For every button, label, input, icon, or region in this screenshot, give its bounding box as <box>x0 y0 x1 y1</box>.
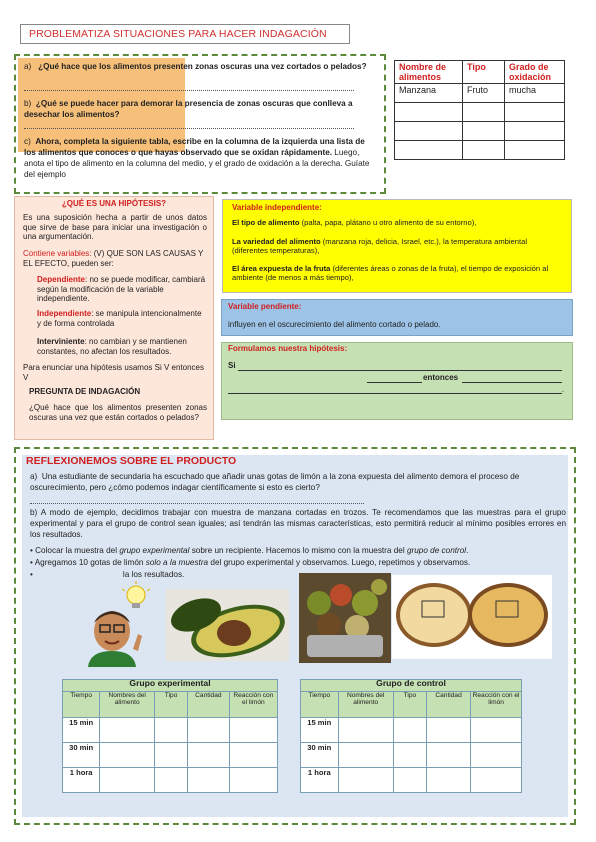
ctrl-cell[interactable] <box>471 718 522 743</box>
fruits-basket-photo <box>299 573 391 663</box>
question-c-rest: Luego, anota el tipo de alimento en la columna del medio, y el grado de oxidación a la derecha. Guíate del ejemplo <box>24 148 370 179</box>
ctrl-cell[interactable] <box>338 743 393 768</box>
exp-header: Tipo <box>155 692 188 718</box>
question-a-label: a) <box>24 62 32 71</box>
contiene-text: (V) QUE SON LAS CAUSAS Y EL EFECTO, pueden ser: <box>23 249 204 268</box>
lightbulb-icon <box>122 581 150 608</box>
ctrl-cell[interactable] <box>393 718 426 743</box>
dep-label: Dependiente <box>37 275 86 284</box>
formulate-heading: Formulamos nuestra hipótesis: <box>228 344 348 353</box>
oxid-header-name: Nombre de alimentos <box>395 61 463 84</box>
pregunta-text: ¿Qué hace que los alimentos presenten zonas oscuras una vez que están cortados o pelados? <box>29 403 207 422</box>
var-dep-text: influyen en el oscurecimiento del alimento cortado o pelado. <box>228 320 441 329</box>
bullet-2 <box>30 557 566 568</box>
var-independiente <box>37 309 207 328</box>
oxid-cell[interactable] <box>395 103 463 122</box>
hypothesis-line-2[interactable] <box>367 382 422 383</box>
oxid-header-grade: Grado de oxidación <box>505 61 565 84</box>
oxidation-table <box>394 60 565 160</box>
question-b <box>24 98 378 120</box>
dep-text: : no se puede modificar, cambiará según la modificación de la variable independiente. <box>37 275 206 304</box>
var-dependiente-box <box>221 299 573 336</box>
ctrl-cell[interactable] <box>338 718 393 743</box>
exp-cell[interactable] <box>229 718 277 743</box>
int-text: : no cambian y se mantienen constantes, no afectan los resultados. <box>37 337 187 356</box>
hypothesis-line-1[interactable] <box>238 370 562 371</box>
bullet3-text: la los resultados. <box>122 570 185 579</box>
oxid-cell[interactable]: mucha <box>505 84 565 103</box>
exp-cell[interactable] <box>100 718 155 743</box>
ind-text: : se manipula intencionalmente y de forma controlada <box>37 309 202 328</box>
var-ind-l3-text: (diferentes áreas o zonas de la fruta), el tiempo de exposición al ambiente (de menos a más tiempo), <box>232 264 549 283</box>
hypothesis-box <box>14 196 214 440</box>
reflexion-a <box>30 471 566 493</box>
control-title: Grupo de control <box>301 680 522 692</box>
potato-slices-photo <box>392 575 552 659</box>
ctrl-time: 30 min <box>301 743 339 768</box>
exp-time: 30 min <box>63 743 100 768</box>
hypothesis-heading: ¿QUÉ ES UNA HIPÓTESIS? <box>61 199 167 208</box>
ctrl-time: 15 min <box>301 718 339 743</box>
question-c <box>24 136 378 180</box>
bullet1-i1: grupo experimental <box>119 546 190 555</box>
var-ind-l3-bold: El área expuesta de la fruta <box>232 264 331 273</box>
ctrl-header: Cantidad <box>426 692 470 718</box>
ctrl-cell[interactable] <box>393 743 426 768</box>
exp-time: 1 hora <box>63 768 100 793</box>
var-dep-heading: Variable pendiente: <box>228 302 302 311</box>
ctrl-time: 1 hora <box>301 768 339 793</box>
control-group-table <box>300 679 522 793</box>
exp-time: 15 min <box>63 718 100 743</box>
answer-line-reflexion[interactable] <box>30 503 364 504</box>
exp-cell[interactable] <box>229 743 277 768</box>
exp-cell[interactable] <box>188 768 230 793</box>
pregunta-heading: PREGUNTA DE INDAGACIÓN <box>29 387 141 396</box>
oxid-cell[interactable] <box>395 122 463 141</box>
question-c-bold: Ahora, completa la siguiente tabla, escribe en la columna de la izquierda una lista de los alimentos que conoces o que hayas observado que se oxidan rápidamente. <box>24 137 365 157</box>
bullet1-mid: sobre un recipiente. Hacemos lo mismo con la muestra del <box>189 546 407 555</box>
exp-cell[interactable] <box>155 718 188 743</box>
question-a-text: ¿Qué hace que los alimentos presenten zonas oscuras una vez cortados o pelados? <box>38 62 367 71</box>
oxid-cell[interactable]: Fruto <box>463 84 505 103</box>
contiene-variables <box>23 249 207 268</box>
question-a <box>24 61 378 72</box>
exp-cell[interactable] <box>155 743 188 768</box>
int-label: Interviniente <box>37 337 85 346</box>
var-ind-heading: Variable independiente: <box>232 203 322 212</box>
formulate-box <box>221 342 573 420</box>
var-ind-line2 <box>232 237 563 256</box>
exp-cell[interactable] <box>100 768 155 793</box>
var-ind-line3 <box>232 264 563 283</box>
var-ind-line1 <box>232 218 563 227</box>
exp-header: Reacción con el limón <box>229 692 277 718</box>
oxid-cell[interactable] <box>505 141 565 160</box>
ctrl-header: Reacción con el limón <box>471 692 522 718</box>
ctrl-cell[interactable] <box>471 743 522 768</box>
exp-header: Nombres del alimento <box>100 692 155 718</box>
ctrl-header: Tipo <box>393 692 426 718</box>
bullet2-pre: • Agregamos 10 gotas de limón <box>30 558 146 567</box>
oxid-cell[interactable] <box>505 122 565 141</box>
hypothesis-intro: Es una suposición hecha a partir de unos datos que sirve de base para iniciar una investigación o una argumentación. <box>23 213 207 242</box>
question-b-label: b) <box>24 99 32 108</box>
bullet1-pre: • Colocar la muestra del <box>30 546 120 555</box>
exp-cell[interactable] <box>229 768 277 793</box>
ctrl-header: Nombres del alimento <box>338 692 393 718</box>
reflexion-section <box>14 447 576 825</box>
end-dot: . <box>561 385 564 394</box>
exp-cell[interactable] <box>100 743 155 768</box>
oxid-header-type: Tipo <box>463 61 505 84</box>
exp-cell[interactable] <box>188 743 230 768</box>
bullet1-end: . <box>466 546 469 555</box>
bullet3-pre: • <box>30 570 33 579</box>
ctrl-cell[interactable] <box>338 768 393 793</box>
oxid-cell[interactable] <box>395 141 463 160</box>
experimental-title: Grupo experimental <box>63 680 278 692</box>
bullet-1 <box>30 545 566 556</box>
oxid-cell[interactable] <box>463 122 505 141</box>
oxid-cell[interactable] <box>463 103 505 122</box>
exp-cell[interactable] <box>155 768 188 793</box>
contiene-label: Contiene variables: <box>23 249 92 258</box>
ctrl-cell[interactable] <box>393 768 426 793</box>
answer-line-a[interactable] <box>24 90 354 91</box>
hypothesis-line-4[interactable] <box>228 393 562 394</box>
reflexion-a-text: Una estudiante de secundaria ha escuchado que añadir unas gotas de limón a la zona expuesta del alimento demora el proceso de oscurecimiento, pero ¿cómo podemos indagar científicamente si esto es cierto? <box>30 472 520 492</box>
var-ind-l2-bold: La variedad del alimento <box>232 237 321 246</box>
reflexion-a-label: a) <box>30 472 38 481</box>
oxid-cell[interactable]: Manzana <box>395 84 463 103</box>
si-label: Si <box>228 361 236 370</box>
ctrl-cell[interactable] <box>426 768 470 793</box>
exp-header: Cantidad <box>188 692 230 718</box>
experimental-group-table <box>62 679 278 793</box>
oxid-cell[interactable] <box>505 103 565 122</box>
reflexion-heading: REFLEXIONEMOS SOBRE EL PRODUCTO <box>26 455 237 467</box>
bullet2-i: solo a la muestra <box>145 558 209 567</box>
var-independiente-box <box>222 199 572 293</box>
question-c-label: c) <box>24 137 31 146</box>
exp-cell[interactable] <box>188 718 230 743</box>
var-ind-l2-text: (manzana roja, delicia, Israel, etc.), la temperatura ambiental (diferentes temperaturas), <box>232 237 528 256</box>
reflexion-b: b) A modo de ejemplo, decidimos trabajar con muestra de manzana cortadas en trozos. Te recomendamos que las muestras para el grupo experimental y para el grupo de control sean iguales; así tendrán las mismas características, esto permitirá reducir al mínimo posibles errores en los resultados. <box>30 508 566 539</box>
var-dependiente <box>37 275 207 304</box>
var-interviniente <box>37 337 207 356</box>
questions-box <box>14 54 386 194</box>
oxid-cell[interactable] <box>463 141 505 160</box>
page-title: PROBLEMATIZA SITUACIONES PARA HACER INDAGACIÓN <box>20 24 350 44</box>
var-ind-l1-text: (palta, papa, plátano u otro alimento de su entorno), <box>299 218 477 227</box>
entonces-label: entonces <box>423 373 459 382</box>
ind-label: Independiente <box>37 309 92 318</box>
bullet1-i2: grupo de control <box>406 546 467 555</box>
ctrl-cell[interactable] <box>426 718 470 743</box>
hypothesis-line-3[interactable] <box>462 382 562 383</box>
question-b-text: ¿Qué se puede hacer para demorar la presencia de zonas oscuras que conlleva a desechar los alimentos? <box>24 99 353 119</box>
answer-line-b[interactable] <box>24 128 354 129</box>
exp-header: Tiempo <box>63 692 100 718</box>
enunciar-text: Para enunciar una hipótesis usamos Si V entonces V <box>23 363 204 382</box>
boy-avatar <box>78 579 178 667</box>
avocado-photo <box>166 589 289 661</box>
ctrl-cell[interactable] <box>471 768 522 793</box>
ctrl-cell[interactable] <box>426 743 470 768</box>
var-ind-l1-bold: El tipo de alimento <box>232 218 300 227</box>
bullet2-end: del grupo experimental y observamos. Luego, repetimos y observamos. <box>208 558 471 567</box>
ctrl-header: Tiempo <box>301 692 339 718</box>
